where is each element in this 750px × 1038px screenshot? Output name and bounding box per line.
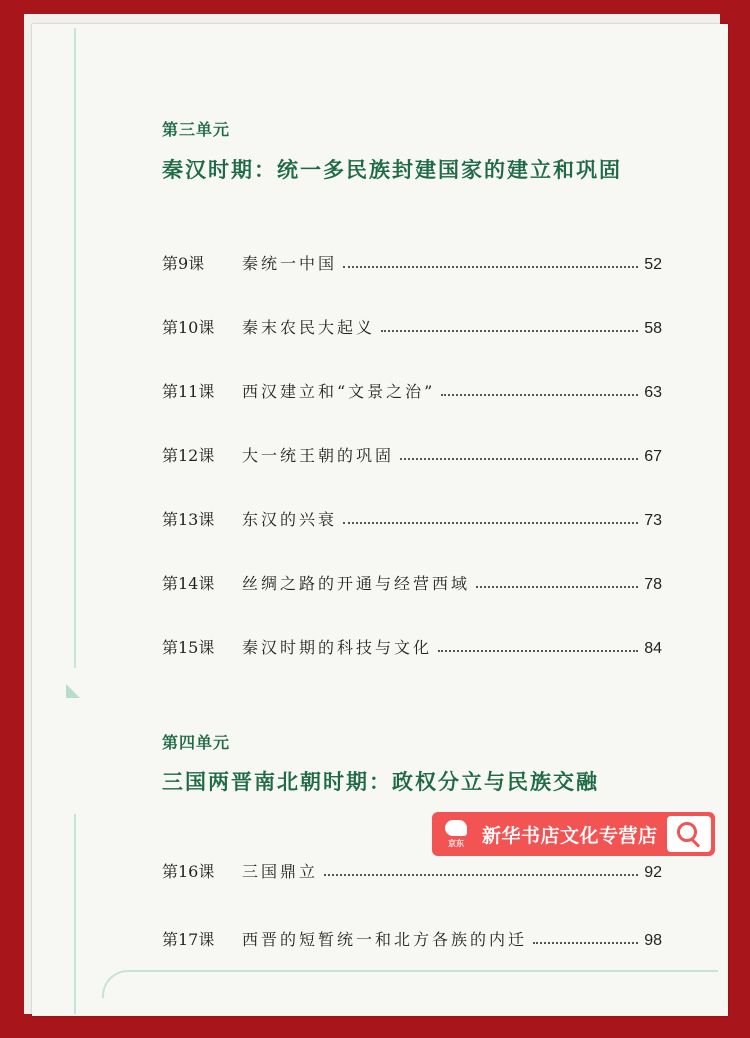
lesson-title: 东汉的兴衰 [242, 510, 338, 529]
jd-logo-icon [438, 816, 474, 852]
dot-leader [441, 393, 638, 396]
dot-leader [400, 457, 638, 460]
search-icon [676, 821, 702, 847]
dot-leader [343, 265, 638, 268]
toc-row[interactable] [162, 570, 662, 594]
unit-label: 第三单元 [162, 120, 231, 139]
page-number: 52 [644, 256, 662, 273]
dot-leader [533, 941, 638, 944]
lesson-number: 第12课 [162, 446, 215, 465]
page-number: 78 [644, 576, 662, 593]
toc-row[interactable] [162, 442, 662, 466]
dot-leader [324, 873, 638, 876]
toc-row[interactable] [162, 314, 662, 338]
lesson-title: 西晋的短暂统一和北方各族的内迁 [242, 930, 528, 949]
dot-leader [381, 329, 638, 332]
page-number: 73 [644, 512, 662, 529]
jd-dog-icon [445, 820, 467, 836]
page-number: 92 [644, 864, 662, 881]
toc-row[interactable] [162, 858, 662, 882]
dot-leader [476, 585, 638, 588]
logo-text: 京东 [448, 838, 464, 848]
unit-title: 秦汉时期：统一多民族封建国家的建立和巩固 [162, 157, 622, 182]
page-frame-line [74, 28, 76, 668]
corner-mark [66, 684, 80, 698]
dot-leader [343, 521, 638, 524]
page-number: 84 [644, 640, 662, 657]
lesson-title: 秦汉时期的科技与文化 [242, 638, 433, 657]
lesson-number: 第11课 [162, 382, 215, 401]
lesson-number: 第15课 [162, 638, 215, 657]
toc-row[interactable] [162, 926, 662, 950]
lesson-number: 第9课 [162, 254, 205, 273]
unit-label: 第四单元 [162, 733, 231, 752]
lesson-number: 第16课 [162, 862, 215, 881]
lesson-title: 大一统王朝的巩固 [242, 446, 395, 465]
page-number: 67 [644, 448, 662, 465]
store-badge[interactable] [432, 812, 715, 856]
page-number: 63 [644, 384, 662, 401]
lesson-title: 西汉建立和“文景之治” [242, 382, 436, 401]
dot-leader [438, 649, 638, 652]
unit-title: 三国两晋南北朝时期：政权分立与民族交融 [162, 769, 599, 794]
lesson-title: 秦末农民大起义 [242, 318, 376, 337]
page-number: 58 [644, 320, 662, 337]
page-frame-bottom [102, 970, 718, 998]
toc-row[interactable] [162, 506, 662, 530]
page-number: 98 [644, 932, 662, 949]
toc-row[interactable] [162, 250, 662, 274]
search-button[interactable] [667, 816, 711, 852]
store-name: 新华书店文化专营店 [482, 824, 658, 847]
toc-row[interactable] [162, 378, 662, 402]
lesson-number: 第14课 [162, 574, 215, 593]
lesson-number: 第17课 [162, 930, 215, 949]
lesson-title: 秦统一中国 [242, 254, 338, 273]
lesson-title: 丝绸之路的开通与经营西域 [242, 574, 471, 593]
toc-row[interactable] [162, 634, 662, 658]
lesson-title: 三国鼎立 [242, 862, 319, 881]
toc-page [32, 24, 728, 1016]
lesson-number: 第13课 [162, 510, 215, 529]
lesson-number: 第10课 [162, 318, 215, 337]
page-frame-line [74, 814, 76, 1014]
